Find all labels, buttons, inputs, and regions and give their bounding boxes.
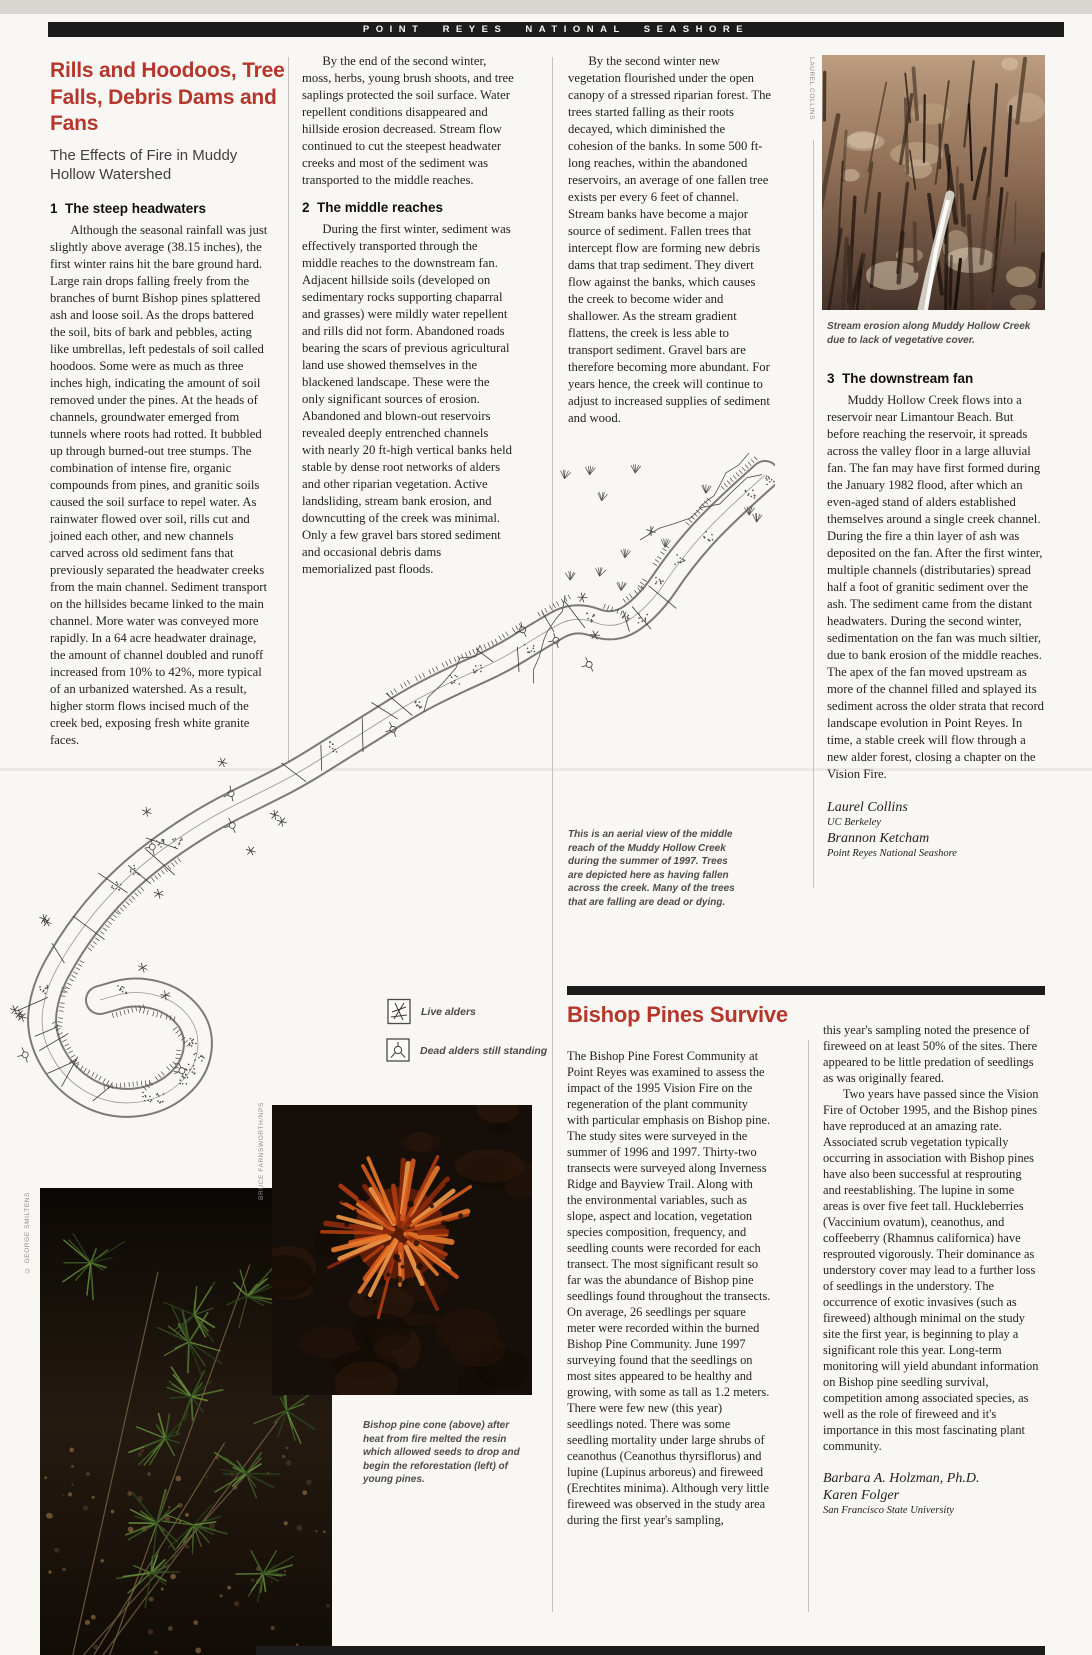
column-divider (552, 57, 553, 1612)
pines-column-1 (567, 1048, 771, 1528)
cone-photo-credit: BRUCE FARNSWORTH/NPS (258, 1102, 265, 1200)
section-1-body: Although the seasonal rainfall was just slightly above average (38.15 inches), the first winter rains hit the bare ground hard. Large rain drops falling freely from the branches of burnt Bishop pines splattered ash and loose soil. As the drops battered the soil, bits of bark and pebbles, acting like umbrellas, left pedestals of soil called hoodoos. Some were as much as three inches high, indicating the amount of soil removed under the pines. At the heads of channels, groundwater emerged from tunnels where roots had rotted. It bubbled up through burned-out tree stumps. The combination of intense fire, organic compounds from pines, and granitic soils caused the soil surface to repel water. As rainwater flowed over soil, rills cut and joined each other, and new channels carved across old sediment fans that previously separated the headwater creeks from the main channel. Sediment transport on the hillsides became linked to the main channel. More water was conveyed more rapidly. In a 64 acre headwater drainage, the amount of channel doubled and runoff increased from 10% to 42%, more typical of an urbanized watershed. As a result, higher storm flows incised much of the creek bed, exposing fresh white granite faces. (50, 223, 268, 747)
fire-column-1 (50, 190, 269, 749)
pines-photo-credit: © GEORGE SMILTENS (24, 1192, 31, 1274)
fire-authors (827, 799, 1045, 861)
pines-column-2 (823, 1022, 1041, 1518)
legend-item-dead-alders (386, 1038, 547, 1063)
stream-erosion-photo (822, 55, 1045, 310)
author-name: Brannon Ketcham (827, 831, 930, 846)
legend-label: Live alders (421, 1005, 476, 1018)
fire-column-3 (568, 53, 773, 427)
column-2-intro: By the end of the second winter, moss, herbs, young brush shoots, and tree saplings protected the soil surface. Water repellent conditions disappeared and hillside erosion decreased. Stream flow continued to cut the steepest headwater creeks and most of the sediment was transported to the middle reaches. (302, 54, 514, 187)
legend-item-live-alders (387, 998, 476, 1025)
column-divider (288, 57, 289, 768)
footer-bar (256, 1646, 1045, 1655)
section-3-body: Muddy Hollow Creek flows into a reservoir near Limantour Beach. But before reaching the reservoir, it spreads across the valley floor in a large alluvial fan. The fan may have first formed during the January 1982 flood, after which an even-aged stand of alders established themselves around a single creek channel. During the fire a thin layer of ash was deposited on the fan. After the first winter, multiple channels (distributaries) spread half a foot of granitic sediment over the ash. The sediment came from the distant headwaters. During the second winter, sedimentation on the fan was much siltier, due to bank erosion of the middle reaches. The apex of the fan moved upstream as more of the channel filled and splayed its sediment across the older strata that record landscape evolution in Point Reyes. In time, a stable creek will flow through a new alder forest, closing a chapter on the Vision Fire. (827, 393, 1045, 781)
fire-column-4 (827, 360, 1045, 861)
cone-photo-caption: Bishop pine cone (above) after heat from fire melted the resin which allowed seeds to drop and begin the reforestation (left) of young pines. (363, 1420, 520, 1485)
article-pines-title: Bishop Pines Survive (567, 1002, 788, 1027)
article-fire-header (50, 58, 285, 184)
pines-column-2-para-1: this year's sampling noted the presence of fireweed on at least 50% of the sites. There appeared to be little predation of seedlings as was originally feared. (823, 1023, 1038, 1085)
author-name: Laurel Collins (827, 800, 908, 815)
author-name: Barbara A. Holzman, Ph.D. (823, 1471, 980, 1486)
live-alder-symbol-icon (387, 998, 412, 1025)
author-affiliation: Point Reyes National Seashore (827, 848, 957, 859)
section-3-heading: 3 The downstream fan (827, 371, 974, 386)
section-2-body: During the first winter, sediment was effectively transported through the middle reaches to the downstream fan. Adjacent hillside soils (developed on sedimentary rocks supporting chaparral and grasses) were mildly water repellent and rills did not form. Abandoned roads bearing the scars of previous agricultural land use showed themselves in the blackened landscape. These were the only significant sources of erosion. Abandoned and blown-out reservoirs revealed deeply entrenched channels with nearly 20 ft-high vertical banks held stable by dense root networks of alders and other riparian vegetation. Active landsliding, stream bank erosion, and downcutting of the creek was minimal. Only a few gravel bars stored sediment and occasional debris dams memorialized past floods. (302, 222, 512, 576)
legend-label: Dead alders still standing (420, 1044, 548, 1057)
column-divider (808, 1040, 809, 1612)
stream-photo-credit: LAUREL COLLINS (808, 57, 815, 121)
author-affiliation: San Francisco State University (823, 1505, 954, 1516)
pines-column-1-body: The Bishop Pine Forest Community at Point Reyes was examined to assess the impact of the 1995 Vision Fire on the regeneration of the plant community with particular emphasis on Bishop pine. The study sites were surveyed in the summer of 1996 and 1997. Thirty-two transects were surveyed along Inverness Ridge and Bayview Trail. Along with the environmental variables, such as slope, aspect and location, vegetation species composition, frequency, and seedling counts were recorded for each transect. The most significant result so far was the abundance of Bishop pine seedlings found throughout the transects. On average, 26 seedlings per square meter were recorded within the burned Bishop Pine Community. June 1997 surveying found that the seedlings on most sites appeared to be healthy and growing, with some as tall as 1.2 meters. There were few new (this year) seedlings noted. There was some seedling mortality under large shrubs of ceanothus (Ceanothus thyrsiflorus) and lupine (Lupinus arboreus) and fireweed (Erechtites minima). Although very little fireweed was observed in the study area during the first year's sampling, (567, 1049, 771, 1527)
column-3-body: By the second winter new vegetation flourished under the open canopy of a stressed riparian forest. The trees started falling as their roots decayed, which diminished the cohesion of the banks. In some 500 ft-long reaches, within the abandoned reservoirs, an average of one fallen tree exists per every 6 feet of channel. Stream banks have become a major source of sediment. Fallen trees that intercept flow are forming new debris dams that trap sediment. They divert flow against the banks, which causes the creek to become wider and shallower. As the stream gradient flattens, the creek is less able to transport sediment. Gravel bars are therefore becoming more abundant. For years hence, the creek will continue to adjust to increased supplies of sediment and wood. (568, 54, 772, 425)
pines-column-2-para-2: Two years have passed since the Vision Fire of October 1995, and the Bishop pines have reproduced at an amazing rate. Associated scrub vegetation typically occurring in association with Bishop pines have also been successful at resprouting and reestablishing. The lupine in some areas is over five feet tall. Huckleberries (Vaccinium ovatum), ceanothus, and coffeeberry (Rhamnus californica) have resprouted vigorously. Their dominance as understory cover may lead to a further loss of seedlings in the understory. The occurrence of exotic invasives (such as fireweed) although minimal on the study site the first year, is beginning to play a significant role this year. Long-term monitoring will yield abundant information on Bishop pine seedling survival, competition among associated species, as well as the role of fireweed and it's importance in this most fascinating plant community. (823, 1087, 1039, 1453)
scan-edge-strip (0, 0, 1092, 14)
fire-column-2 (302, 53, 514, 578)
pine-cone-photo-image (272, 1105, 532, 1395)
masthead-banner (48, 22, 1064, 37)
author-name: Karen Folger (823, 1488, 900, 1503)
masthead-title: POINT REYES NATIONAL SEASHORE (362, 24, 750, 35)
stream-photo-caption: Stream erosion along Muddy Hollow Creek due to lack of vegetative cover. (827, 321, 1031, 346)
pines-authors (823, 1470, 1041, 1518)
article-fire-title: Rills and Hoodoos, Tree Falls, Debris Dams and Fans (50, 59, 285, 135)
section-1-heading: 1 The steep headwaters (50, 201, 207, 216)
dead-alder-symbol-icon (386, 1038, 411, 1063)
article-fire-subtitle: The Effects of Fire in Muddy Hollow Watershed (50, 146, 238, 183)
section-2-heading: 2 The middle reaches (302, 200, 444, 215)
cone-caption-box (332, 1395, 532, 1525)
author-affiliation: UC Berkeley (827, 817, 881, 828)
column-divider (813, 140, 814, 888)
section-separator-bar (567, 986, 1045, 995)
stream-erosion-photo-image (822, 55, 1045, 310)
map-caption: This is an aerial view of the middle reach of the Muddy Hollow Creek during the summer of 1997. Trees are depicted here as having fallen across the creek. Many of the trees that are falling are dead or dying. (568, 829, 735, 908)
pine-cone-photo (272, 1105, 532, 1395)
